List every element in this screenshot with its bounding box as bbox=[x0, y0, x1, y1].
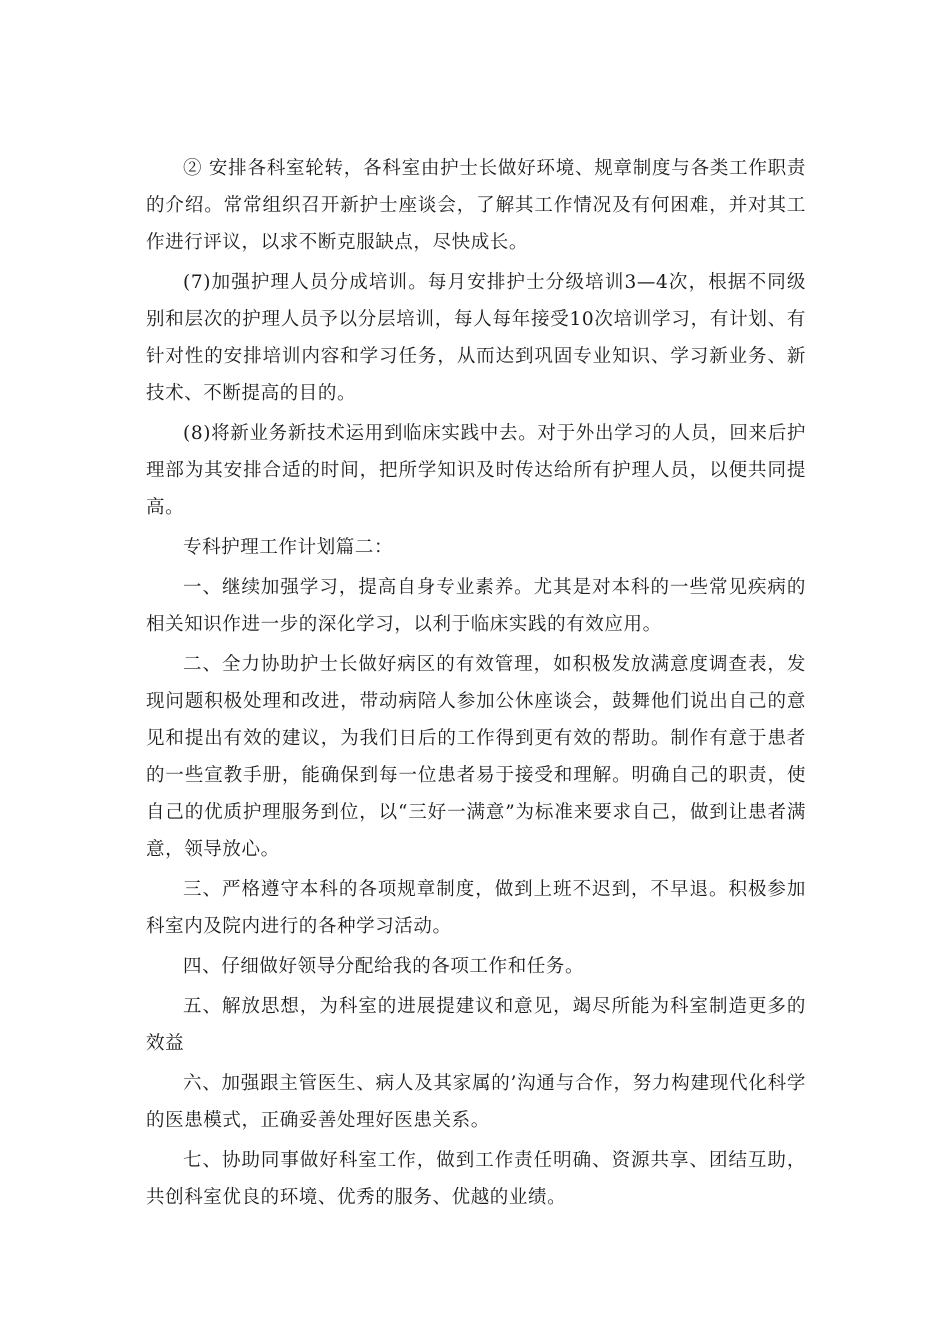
paragraph-point-5: 五、解放思想，为科室的进展提建议和意见，竭尽所能为科室制造更多的效益 bbox=[146, 996, 806, 1054]
paragraph-point-2: 二、全力协助护士长做好病区的有效管理，如积极发放满意度调查表，发现问题积极处理和改进，带动病陪人参加公休座谈会，鼓舞他们说出自己的意见和提出有效的建议，为我们日后的工作得到更有效的帮助。制作有意于患者的一些宣教手册，能确保到每一位患者易于接受和理解。明确自己的职责，使自己的优质护理服务到位，以“三好一满意”为标准来要求自己，做到让患者满意，领导放心。 bbox=[146, 654, 806, 860]
paragraph-point-3: 三、严格遵守本科的各项规章制度，做到上班不迟到，不早退。积极参加科室内及院内进行的各种学习活动。 bbox=[146, 879, 806, 937]
paragraph-item-8: (8)将新业务新技术运用到临床实践中去。对于外出学习的人员，回来后护理部为其安排合适的时间，把所学知识及时传达给所有护理人员，以便共同提高。 bbox=[146, 423, 806, 518]
paragraph-point-4: 四、仔细做好领导分配给我的各项工作和任务。 bbox=[183, 956, 585, 977]
paragraph-point-7: 七、协助同事做好科室工作，做到工作责任明确、资源共享、团结互助，共创科室优良的环境、优秀的服务、优越的业绩。 bbox=[146, 1150, 806, 1208]
paragraph-rotation: ② 安排各科室轮转，各科室由护士长做好环境、规章制度与各类工作职责的介绍。常常组织召开新护士座谈会，了解其工作情况及有何困难，并对其工作进行评议，以求不断克服缺点，尽快成长。 bbox=[146, 158, 806, 253]
section-heading: 专科护理工作计划篇二： bbox=[183, 537, 394, 558]
document-page bbox=[146, 150, 806, 1219]
paragraph-point-1: 一、继续加强学习，提高自身专业素养。尤其是对本科的一些常见疾病的相关知识作进一步的深化学习，以利于临床实践的有效应用。 bbox=[146, 577, 806, 635]
paragraph-point-6: 六、加强跟主管医生、病人及其家属的’沟通与合作，努力构建现代化科学的医患模式，正确妥善处理好医患关系。 bbox=[146, 1073, 806, 1131]
paragraph-item-7: (7)加强护理人员分成培训。每月安排护士分级培训3—4次，根据不同级别和层次的护理人员予以分层培训，每人每年接受10次培训学习，有计划、有针对性的安排培训内容和学习任务，从而达到巩固专业知识、学习新业务、新技术、不断提高的目的。 bbox=[146, 272, 806, 404]
